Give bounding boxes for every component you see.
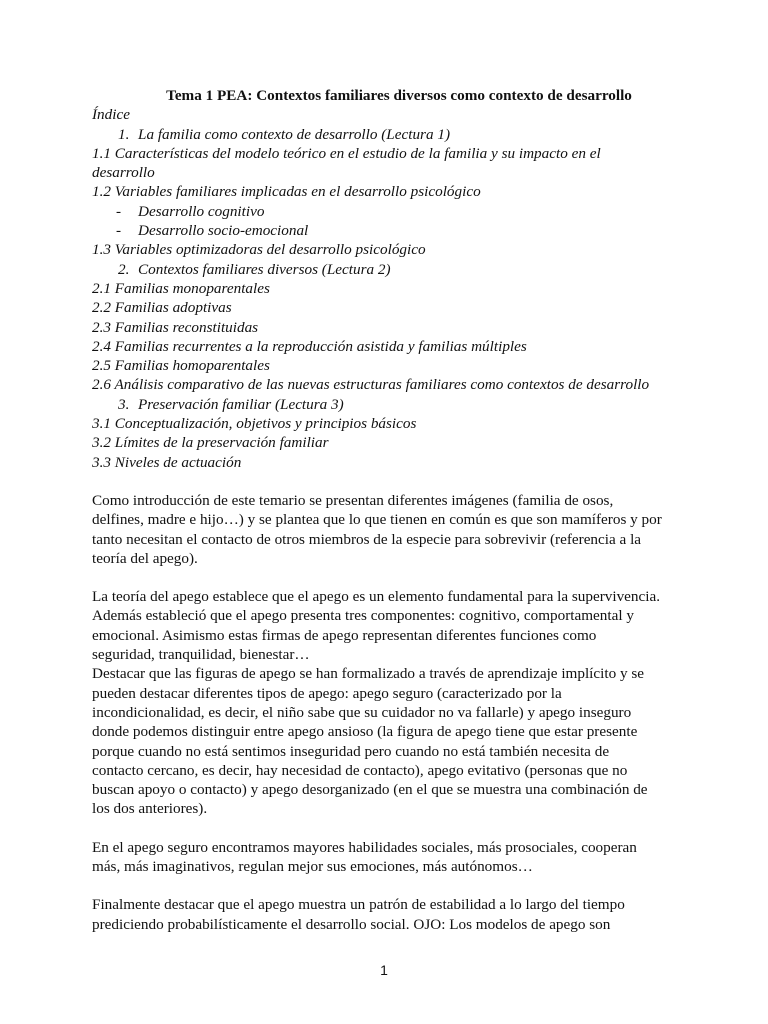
toc-section-3-text: Preservación familiar (Lectura 3) — [138, 395, 344, 413]
toc-item-1-3: 1.3 Variables optimizadoras del desarrollo psicológico — [92, 241, 426, 259]
dash-bullet: - — [116, 202, 122, 220]
toc-section-1-text: La familia como contexto de desarrollo (Lectura 1) — [138, 125, 451, 143]
text-line: porque cuando no está sentimos inseguridad pero cuando no está también necesita de — [92, 742, 610, 760]
text-line: emocional. Asimismo estas firmas de apego representan diferentes funciones como — [92, 626, 597, 644]
text-line: buscan apoyo o contacto) y apego desorganizado (en el que se muestra una combinación de — [92, 781, 648, 799]
text-line: En el apego seguro encontramos mayores habilidades sociales, más prosociales, cooperan — [92, 838, 637, 856]
text-line: Además estableció que el apego presenta tres componentes: cognitivo, comportamental y — [92, 607, 634, 625]
text-line: Finalmente destacar que el apego muestra un patrón de estabilidad a lo largo del tiempo — [92, 896, 625, 914]
text-line: tanto necesitan el contacto de otros miembros de la especie para sobrevivir (referencia a la — [92, 530, 642, 548]
text-line: seguridad, tranquilidad, bienestar… — [92, 646, 310, 664]
toc-item-1-1-continued: desarrollo — [92, 164, 155, 182]
text-line: más, más imaginativos, regulan mejor sus emociones, más autónomos… — [92, 857, 533, 875]
toc-section-2-number: 2. — [118, 260, 130, 278]
toc-item-2-2: 2.2 Familias adoptivas — [92, 299, 232, 317]
paragraph-gap — [92, 876, 688, 895]
dash-bullet: - — [116, 222, 122, 240]
paragraph-attachment-theory — [92, 587, 688, 819]
paragraph-gap — [92, 472, 688, 491]
toc-section-3-number: 3. — [118, 395, 130, 413]
toc-section-3 — [92, 395, 688, 414]
toc-item-2-4: 2.4 Familias recurrentes a la reproducción asistida y familias múltiples — [92, 337, 527, 355]
toc-section-1-number: 1. — [118, 125, 130, 143]
text-line: los dos anteriores). — [92, 800, 208, 818]
toc-subitem-socioemotional — [92, 221, 688, 240]
paragraph-secure-attachment — [92, 838, 688, 877]
text-line: pueden destacar diferentes tipos de apego: apego seguro (caracterizado por la — [92, 684, 562, 702]
paragraph-conclusion — [92, 895, 688, 934]
toc-subitem-socioemotional-text: Desarrollo socio-emocional — [138, 222, 309, 240]
toc-subitem-cognitive — [92, 202, 688, 221]
toc-section-2 — [92, 260, 688, 279]
document-title: Tema 1 PEA: Contextos familiares diversos como contexto de desarrollo — [166, 87, 632, 104]
text-line: contacto cercano, es decir, hay necesidad de contacto), apego evitativo (personas que no — [92, 761, 628, 779]
text-line: Como introducción de este temario se presentan diferentes imágenes (familia de osos, — [92, 491, 614, 509]
text-line: teoría del apego). — [92, 549, 198, 567]
toc-subitem-cognitive-text: Desarrollo cognitivo — [138, 202, 265, 220]
toc-item-3-1: 3.1 Conceptualización, objetivos y principios básicos — [92, 415, 417, 433]
toc-section-1 — [92, 125, 688, 144]
toc-item-2-3: 2.3 Familias reconstituidas — [92, 318, 259, 336]
toc-item-1-2: 1.2 Variables familiares implicadas en el desarrollo psicológico — [92, 183, 481, 201]
text-line: prediciendo probabilísticamente el desarrollo social. OJO: Los modelos de apego son — [92, 915, 611, 933]
index-heading: Índice — [92, 106, 130, 124]
toc-item-3-3: 3.3 Niveles de actuación — [92, 453, 242, 471]
toc-item-2-5: 2.5 Familias homoparentales — [92, 357, 270, 375]
toc-item-3-2: 3.2 Límites de la preservación familiar — [92, 434, 329, 452]
paragraph-gap — [92, 819, 688, 838]
text-line: delfines, madre e hijo…) y se plantea que lo que tienen en común es que son mamíferos y por — [92, 511, 662, 529]
toc-item-1-1: 1.1 Características del modelo teórico en el estudio de la familia y su impacto en el — [92, 144, 601, 162]
toc-item-2-1: 2.1 Familias monoparentales — [92, 279, 270, 297]
toc-section-2-text: Contextos familiares diversos (Lectura 2) — [138, 260, 391, 278]
text-line: donde podemos distinguir entre apego ansioso (la figura de apego tiene que estar presente — [92, 723, 638, 741]
page-number: 1 — [380, 962, 388, 978]
paragraph-gap — [92, 568, 688, 587]
text-line: Destacar que las figuras de apego se han formalizado a través de aprendizaje implícito y se — [92, 665, 645, 683]
paragraph-introduction — [92, 491, 688, 568]
toc-item-2-6: 2.6 Análisis comparativo de las nuevas estructuras familiares como contextos de desarrollo — [92, 376, 650, 394]
table-of-contents — [92, 105, 688, 472]
text-line: La teoría del apego establece que el apego es un elemento fundamental para la supervivencia. — [92, 588, 661, 606]
page-content — [92, 86, 688, 934]
text-line: incondicionalidad, es decir, el niño sabe que su cuidador no va fallarle) y apego inseguro — [92, 703, 632, 721]
